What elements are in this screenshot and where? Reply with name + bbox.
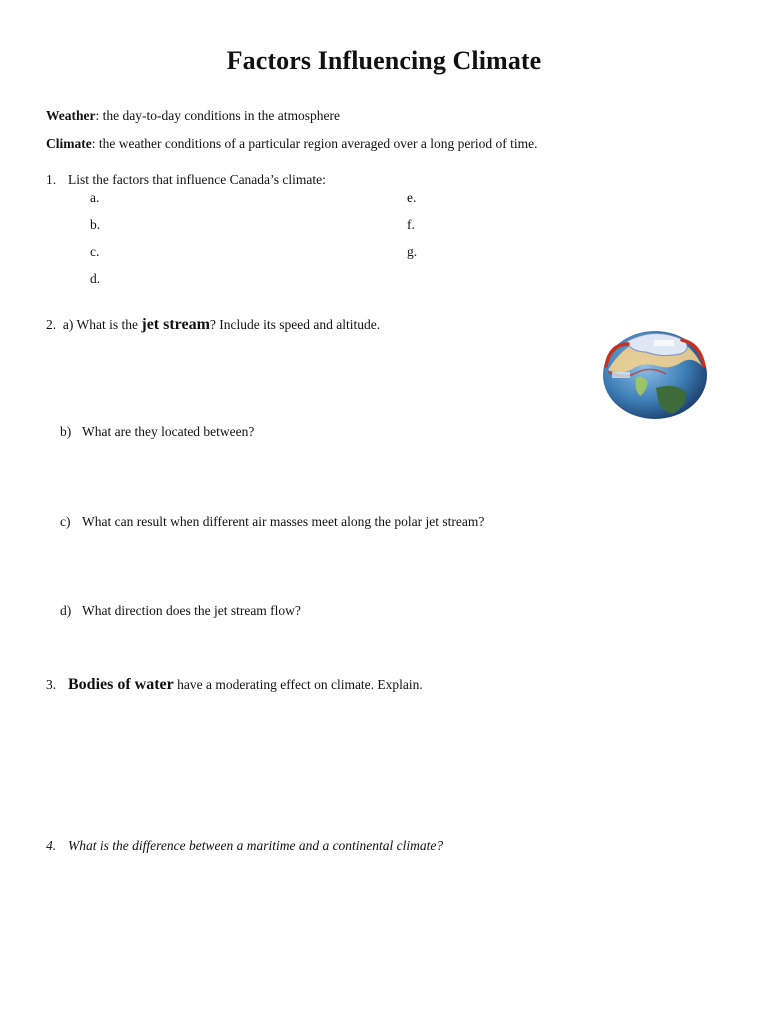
question-2d-label: d) <box>60 603 72 618</box>
climate-definition <box>46 136 537 152</box>
list-item-b: b. <box>90 217 101 232</box>
bodies-of-water-term: Bodies of water <box>68 676 174 693</box>
question-2a <box>46 316 380 334</box>
question-2b-label: b) <box>60 424 72 439</box>
list-item-e: e. <box>407 190 417 205</box>
question-2a-suffix: ? Include its speed and altitude. <box>209 317 381 332</box>
question-2b <box>60 424 254 440</box>
polar-label-box <box>654 340 674 346</box>
question-2a-prefix: a) What is the <box>62 317 142 332</box>
list-item-f: f. <box>407 217 415 232</box>
question-4-number: 4. <box>46 838 57 853</box>
list-item-g: g. <box>407 244 418 259</box>
question-4 <box>46 838 443 854</box>
climate-term: Climate <box>46 136 92 151</box>
question-2d <box>60 603 301 619</box>
list-item-c: c. <box>90 244 100 259</box>
jet-stream-term: jet stream <box>141 316 210 333</box>
question-1 <box>46 172 326 188</box>
list-item-a: a. <box>90 190 100 205</box>
question-3 <box>46 676 423 694</box>
question-4-text: What is the difference between a maritime and a continental climate? <box>68 838 444 853</box>
climate-def-text: : the weather conditions of a particular region averaged over a long period of time. <box>91 136 538 151</box>
page-title: Factors Influencing Climate <box>226 46 542 75</box>
jet-label-box <box>612 372 630 378</box>
question-2-number: 2. <box>46 317 57 332</box>
question-2b-text: What are they located between? <box>82 424 255 439</box>
question-2c-label: c) <box>60 514 71 529</box>
list-item-d: d. <box>90 271 101 286</box>
weather-definition <box>46 108 340 124</box>
question-1-number: 1. <box>46 172 57 187</box>
question-3-text: have a moderating effect on climate. Explain. <box>173 677 423 692</box>
question-2c <box>60 514 484 530</box>
question-2c-text: What can result when different air masses meet along the polar jet stream? <box>82 514 485 529</box>
question-2d-text: What direction does the jet stream flow? <box>82 603 301 618</box>
globe-svg <box>596 326 714 422</box>
question-1-text: List the factors that influence Canada’s climate: <box>68 172 326 187</box>
weather-term: Weather <box>46 108 96 123</box>
question-3-number: 3. <box>46 677 57 692</box>
weather-def-text: : the day-to-day conditions in the atmosphere <box>95 108 340 123</box>
jet-stream-globe-illustration <box>596 326 714 422</box>
